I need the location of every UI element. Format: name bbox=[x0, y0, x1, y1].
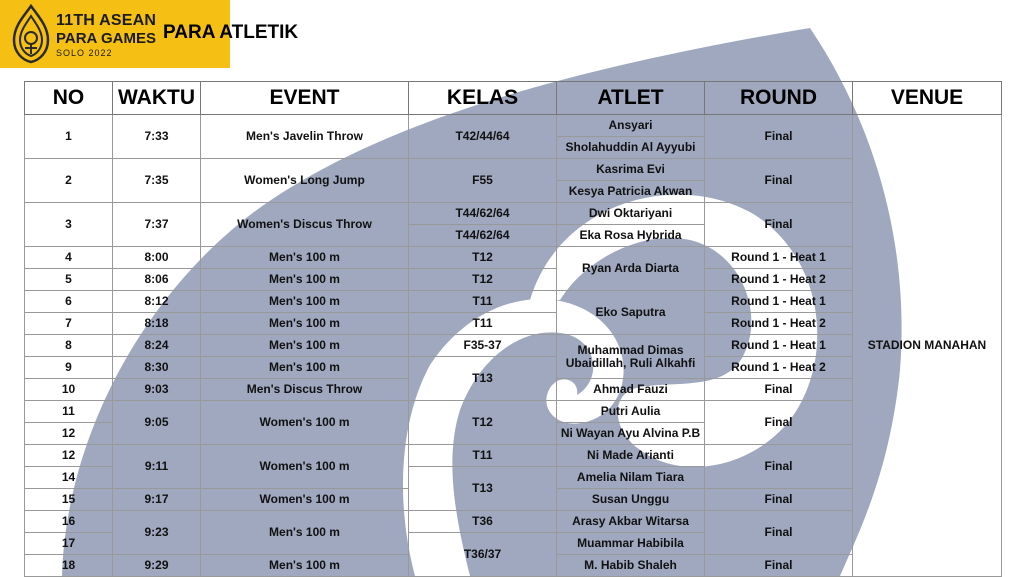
logo-event-line3: SOLO 2022 bbox=[56, 48, 113, 58]
header-round: ROUND bbox=[705, 82, 853, 115]
cell-class: T11 bbox=[409, 291, 557, 313]
cell-athlete: Amelia Nilam Tiara bbox=[557, 467, 705, 489]
cell-no: 9 bbox=[25, 357, 113, 379]
cell-round: Final bbox=[705, 401, 853, 445]
cell-round: Round 1 - Heat 2 bbox=[705, 313, 853, 335]
cell-athlete: Ni Wayan Ayu Alvina P.B bbox=[557, 423, 705, 445]
cell-athlete: Eka Rosa Hybrida bbox=[557, 225, 705, 247]
cell-event: Men's 100 m bbox=[201, 555, 409, 577]
cell-class: F35-37 bbox=[409, 335, 557, 357]
cell-no: 14 bbox=[25, 467, 113, 489]
cell-event: Men's 100 m bbox=[201, 511, 409, 555]
cell-athlete: Arasy Akbar Witarsa bbox=[557, 511, 705, 533]
logo-event-line1: 11TH ASEAN bbox=[56, 12, 157, 29]
cell-event: Men's 100 m bbox=[201, 357, 409, 379]
cell-time: 9:17 bbox=[113, 489, 201, 511]
cell-round: Round 1 - Heat 2 bbox=[705, 269, 853, 291]
cell-athlete: Dwi Oktariyani bbox=[557, 203, 705, 225]
cell-class: T12 bbox=[409, 401, 557, 445]
header-kelas: KELAS bbox=[409, 82, 557, 115]
cell-class: T36 bbox=[409, 511, 557, 533]
cell-no: 15 bbox=[25, 489, 113, 511]
cell-time: 8:30 bbox=[113, 357, 201, 379]
cell-time: 9:05 bbox=[113, 401, 201, 445]
cell-class: T11 bbox=[409, 313, 557, 335]
cell-time: 8:18 bbox=[113, 313, 201, 335]
cell-round: Round 1 - Heat 1 bbox=[705, 291, 853, 313]
cell-athlete: Susan Unggu bbox=[557, 489, 705, 511]
cell-athlete: Ahmad Fauzi bbox=[557, 379, 705, 401]
header-waktu: WAKTU bbox=[113, 82, 201, 115]
cell-event: Men's 100 m bbox=[201, 269, 409, 291]
cell-time: 7:33 bbox=[113, 115, 201, 159]
cell-time: 9:23 bbox=[113, 511, 201, 555]
cell-time: 8:00 bbox=[113, 247, 201, 269]
cell-no: 7 bbox=[25, 313, 113, 335]
cell-class: T12 bbox=[409, 269, 557, 291]
cell-no: 10 bbox=[25, 379, 113, 401]
cell-time: 7:35 bbox=[113, 159, 201, 203]
cell-round: Round 1 - Heat 1 bbox=[705, 335, 853, 357]
cell-time: 8:06 bbox=[113, 269, 201, 291]
cell-round: Final bbox=[705, 159, 853, 203]
cell-no: 6 bbox=[25, 291, 113, 313]
cell-event: Women's Long Jump bbox=[201, 159, 409, 203]
cell-event: Women's 100 m bbox=[201, 401, 409, 445]
cell-class: T11 bbox=[409, 445, 557, 467]
page-title: PARA ATLETIK bbox=[163, 22, 299, 43]
cell-class: F55 bbox=[409, 159, 557, 203]
logo-event-line2: PARA GAMES bbox=[56, 30, 157, 47]
cell-event: Women's 100 m bbox=[201, 445, 409, 489]
cell-round: Round 1 - Heat 1 bbox=[705, 247, 853, 269]
cell-round: Final bbox=[705, 115, 853, 159]
cell-round: Round 1 - Heat 2 bbox=[705, 357, 853, 379]
cell-no: 8 bbox=[25, 335, 113, 357]
cell-class: T42/44/64 bbox=[409, 115, 557, 159]
cell-no: 12 bbox=[25, 423, 113, 445]
cell-class: T13 bbox=[409, 467, 557, 511]
cell-event: Women's 100 m bbox=[201, 489, 409, 511]
cell-time: 8:12 bbox=[113, 291, 201, 313]
table-row bbox=[25, 115, 1002, 137]
cell-round: Final bbox=[705, 445, 853, 489]
cell-no: 4 bbox=[25, 247, 113, 269]
cell-class: T13 bbox=[409, 357, 557, 401]
cell-no: 16 bbox=[25, 511, 113, 533]
cell-class: T44/62/64 bbox=[409, 203, 557, 225]
cell-athlete: Sholahuddin Al Ayyubi bbox=[557, 137, 705, 159]
cell-class: T12 bbox=[409, 247, 557, 269]
cell-athlete: Eko Saputra bbox=[557, 291, 705, 335]
header-venue: VENUE bbox=[853, 82, 1002, 115]
gunungan-logo-icon bbox=[10, 4, 52, 64]
header-atlet: ATLET bbox=[557, 82, 705, 115]
header-event: EVENT bbox=[201, 82, 409, 115]
cell-time: 9:11 bbox=[113, 445, 201, 489]
cell-no: 17 bbox=[25, 533, 113, 555]
cell-athlete: Ansyari bbox=[557, 115, 705, 137]
cell-athlete: Ni Made Arianti bbox=[557, 445, 705, 467]
cell-round: Final bbox=[705, 203, 853, 247]
cell-event: Men's 100 m bbox=[201, 335, 409, 357]
cell-round: Final bbox=[705, 511, 853, 555]
cell-no: 18 bbox=[25, 555, 113, 577]
cell-event: Men's 100 m bbox=[201, 313, 409, 335]
cell-event: Men's Discus Throw bbox=[201, 379, 409, 401]
cell-athlete: Putri Aulia bbox=[557, 401, 705, 423]
cell-athlete: Muammar Habibila bbox=[557, 533, 705, 555]
cell-no: 2 bbox=[25, 159, 113, 203]
cell-no: 11 bbox=[25, 401, 113, 423]
table-header-row bbox=[25, 82, 1002, 115]
cell-no: 12 bbox=[25, 445, 113, 467]
cell-time: 7:37 bbox=[113, 203, 201, 247]
cell-no: 3 bbox=[25, 203, 113, 247]
cell-event: Men's 100 m bbox=[201, 247, 409, 269]
cell-class: T36/37 bbox=[409, 533, 557, 577]
schedule-table bbox=[24, 81, 1002, 577]
header-no: NO bbox=[25, 82, 113, 115]
cell-round: Final bbox=[705, 379, 853, 401]
cell-time: 9:29 bbox=[113, 555, 201, 577]
cell-no: 5 bbox=[25, 269, 113, 291]
cell-athlete: Kesya Patricia Akwan bbox=[557, 181, 705, 203]
cell-time: 9:03 bbox=[113, 379, 201, 401]
cell-class: T44/62/64 bbox=[409, 225, 557, 247]
cell-athlete: Muhammad Dimas Ubaidillah, Ruli Alkahfi bbox=[557, 335, 705, 379]
cell-event: Women's Discus Throw bbox=[201, 203, 409, 247]
cell-time: 8:24 bbox=[113, 335, 201, 357]
cell-no: 1 bbox=[25, 115, 113, 159]
cell-event: Men's Javelin Throw bbox=[201, 115, 409, 159]
cell-athlete: Kasrima Evi bbox=[557, 159, 705, 181]
cell-event: Men's 100 m bbox=[201, 291, 409, 313]
cell-athlete: Ryan Arda Diarta bbox=[557, 247, 705, 291]
cell-round: Final bbox=[705, 555, 853, 577]
cell-athlete: M. Habib Shaleh bbox=[557, 555, 705, 577]
cell-round: Final bbox=[705, 489, 853, 511]
cell-venue: STADION MANAHAN bbox=[853, 115, 1002, 577]
